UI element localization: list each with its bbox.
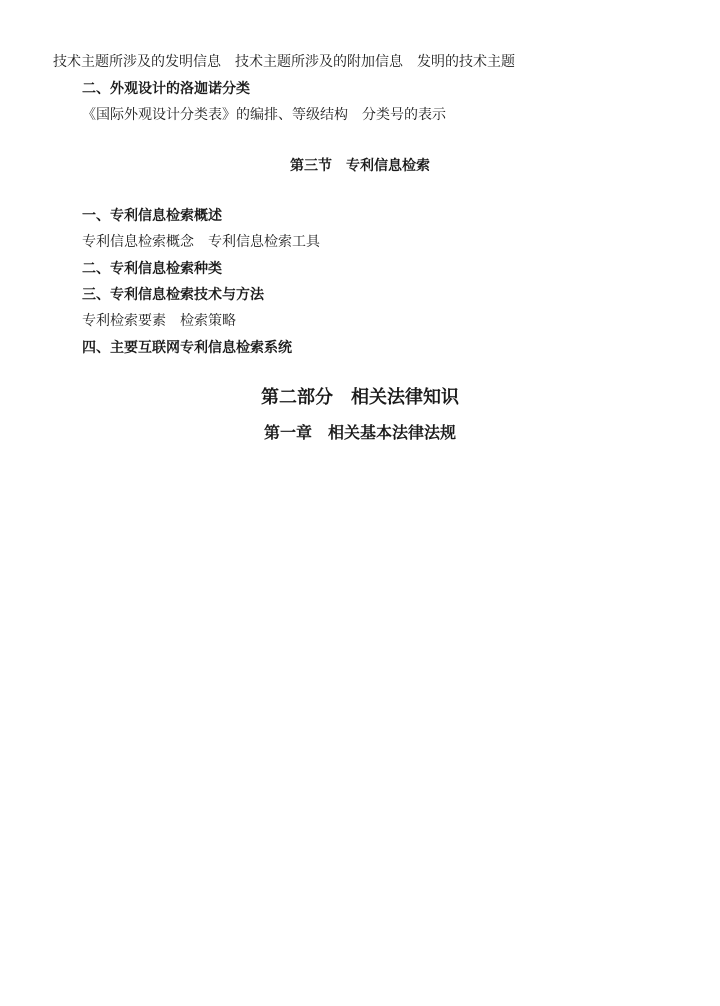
chapter-title: 第一章 相关基本法律法规 bbox=[263, 423, 456, 442]
section-title: 第三节 专利信息检索 bbox=[290, 158, 430, 174]
term: 《国际外观设计分类表》的编排、等级结构 bbox=[82, 107, 348, 123]
term: 检索策略 bbox=[180, 313, 236, 329]
section-heading: 四、主要互联网专利信息检索系统 bbox=[82, 340, 292, 356]
term: 专利信息检索工具 bbox=[208, 234, 320, 250]
term: 专利检索要素 bbox=[82, 313, 166, 329]
locarno-heading: 二、外观设计的洛迦诺分类 bbox=[82, 81, 250, 97]
patent-info-terms-line bbox=[53, 53, 515, 71]
term: 专利信息检索概念 bbox=[82, 234, 194, 250]
terms-line bbox=[82, 312, 236, 330]
locarno-terms-line bbox=[82, 106, 446, 124]
terms-line bbox=[82, 233, 320, 251]
part-title: 第二部分 相关法律知识 bbox=[261, 387, 459, 408]
term: 发明的技术主题 bbox=[417, 54, 515, 70]
section-heading: 一、专利信息检索概述 bbox=[82, 208, 222, 224]
term: 分类号的表示 bbox=[362, 107, 446, 123]
term: 技术主题所涉及的发明信息 bbox=[53, 54, 221, 70]
section-heading: 二、专利信息检索种类 bbox=[82, 261, 222, 277]
term: 技术主题所涉及的附加信息 bbox=[235, 54, 403, 70]
section-heading: 三、专利信息检索技术与方法 bbox=[82, 287, 264, 303]
